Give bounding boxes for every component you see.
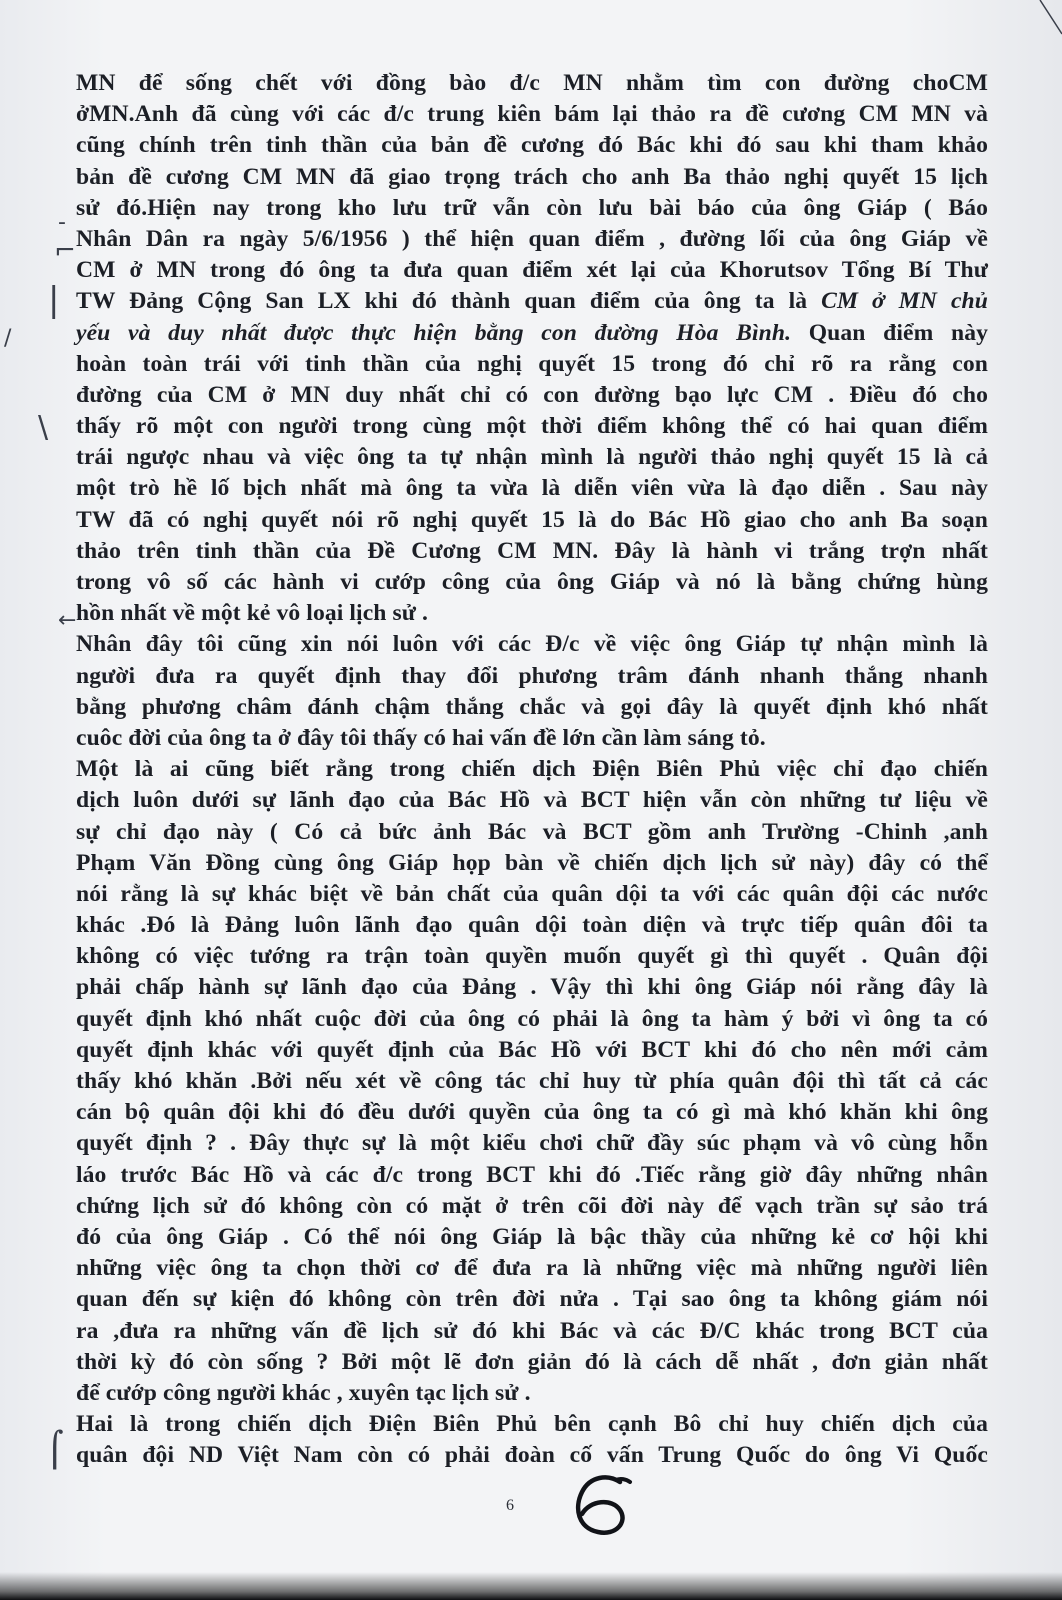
page-number: 6: [506, 1497, 514, 1514]
text-line: trái ngược nhau và việc ông ta tự nhận mình là người thảo nghị quyết 15 là cả: [76, 444, 988, 471]
text-line: khác .Đó là Đảng luôn lãnh đạo quân dội toàn diện và trực tiếp quân đôi ta: [76, 912, 988, 939]
text-line: hồn nhất về một kẻ vô loại lịch sử .: [76, 600, 429, 627]
text-line: trong vô số các hành vi cướp công của ông Giáp và nó là bằng chứng hùng: [76, 569, 988, 595]
text-line: quyết định ? . Đây thực sự là một kiểu chơi chữ đầy súc phạm và vô cùng hỗn: [76, 1130, 988, 1157]
text-line: MN để sống chết với đồng bào đ/c MN nhằm tìm con đường choCM: [76, 70, 988, 96]
text-run: Quan điểm này: [791, 319, 988, 346]
italic-run: yếu và duy nhất được thực hiện bằng con đường Hòa Bình.: [76, 319, 792, 346]
handwritten-page-number: [568, 1470, 638, 1540]
text-line: Nhân Dân ra ngày 5/6/1956 ) thể hiện quan điểm , đường lối của ông Giáp về: [76, 225, 988, 252]
margin-bracket-mark: ⌐: [54, 236, 76, 266]
text-line: người đưa ra quyết định thay đổi phương trâm đánh nhanh thắng nhanh: [76, 662, 988, 689]
text-line: quyết định khác với quyết định của Bác Hồ với BCT khi đó cho nên mới cảm: [76, 1036, 988, 1063]
text-line: bằng phương châm đánh chậm thắng chắc và gọi đây là quyết định khó nhất: [76, 693, 988, 720]
text-line: nói rằng là sự khác biệt về bản chất của quân dội ta với các quân đội các nước: [76, 880, 988, 907]
margin-line: |: [48, 280, 60, 320]
text-line: không có việc tướng ra trận toàn quyền muốn quyết gì thì quyết . Quân đội: [76, 943, 988, 970]
text-line: CM ở MN trong đó ông ta đưa quan điểm xét lại của Khorutsov Tổng Bí Thư: [76, 257, 988, 284]
text-line: TW đã có nghị quyết nói rõ nghị quyết 15 là do Bác Hồ giao cho anh Ba soạn: [76, 506, 988, 533]
text-line: dịch luôn dưới sự lãnh đạo của Bác Hồ và BCT hiện vẫn còn những tư liệu về: [76, 787, 988, 814]
margin-slash: /: [4, 326, 12, 351]
text-line: hoàn toàn trái với tinh thần của nghị quyết 15 trong đó chỉ rõ ra rằng con: [76, 350, 988, 377]
text-line-with-italic: [76, 286, 988, 317]
text-line: bản đề cương CM MN đã giao trọng trách cho anh Ba thảo nghị quyết 15 lịch: [76, 163, 988, 190]
text-line: ra ,đưa ra những vấn đề lịch sử đó khi Bác và các Đ/C khác trong BCT của: [76, 1317, 988, 1344]
corner-mark: [1022, 0, 1062, 40]
text-line: quyết định khó nhất cuộc đời của ông có phải là ông ta hàm ý bởi vì ông ta có: [76, 1005, 988, 1032]
text-line: Phạm Văn Đồng cùng ông Giáp họp bàn về chiến dịch lịch sử này) đây có thể: [76, 849, 988, 876]
text-line: phải chấp hành sự lãnh đạo của Đảng . Vậy thì khi ông Giáp nói rằng đây là: [76, 974, 988, 1001]
text-line: thấy rõ một con người trong cùng một thời điểm không thể có hai quan điểm: [76, 413, 988, 440]
text-line: để cướp công người khác , xuyên tạc lịch sử .: [76, 1379, 531, 1406]
text-line: thời kỳ đó còn sống ? Bởi một lẽ đơn giản đó là cách dễ nhất , đơn giản nhất: [76, 1348, 988, 1375]
text-line: ởMN.Anh đã cùng với các đ/c trung kiên bám lại thảo ra đề cương CM MN và: [76, 101, 988, 128]
text-line: quan đến sự kiện đó không còn trên đời nửa . Tại sao ông ta không giám nói: [76, 1286, 988, 1313]
text-line: những việc ông ta chọn thời cơ để đưa ra là những việc mà những người liên: [76, 1255, 988, 1282]
text-line: thấy khó khăn .Bởi nếu xét về công tác chỉ huy từ phía quân đội thì tất cả các: [76, 1068, 988, 1094]
text-line: sự chỉ đạo này ( Có cả bức ảnh Bác và BCT gồm anh Trường -Chinh ,anh: [76, 818, 988, 845]
margin-bracket: ⌠: [46, 1430, 64, 1470]
text-line-with-italic: [76, 318, 988, 349]
text-line: một trò hề lố bịch nhất mà ông ta vừa là diễn viên vừa là đạo diễn . Sau này: [76, 475, 988, 502]
text-line: cán bộ quân đội khi đó đều dưới quyền của ông ta có gì mà khó khăn khi ông: [76, 1099, 988, 1126]
margin-arrow: ←: [58, 608, 77, 633]
scan-edge-shadow: [0, 1572, 1062, 1600]
text-line: quân đội ND Việt Nam còn có phải đoàn cố vấn Trung Quốc do ông Vi Quốc: [76, 1442, 988, 1469]
italic-run: CM ở MN chủ: [821, 288, 989, 315]
text-line: thảo trên tinh thần của Đề Cương CM MN. Đây là hành vi trắng trợn nhất: [76, 537, 988, 564]
margin-curve: \: [38, 410, 49, 445]
document-body: [76, 68, 988, 1471]
text-line: láo trước Bác Hồ và các đ/c trong BCT khi đó .Tiếc rằng giờ đây những nhân: [76, 1161, 988, 1188]
text-line: sử đó.Hiện nay trong kho lưu trữ vẫn còn lưu bài báo của ông Giáp ( Báo: [76, 194, 988, 221]
text-run: TW Đảng Cộng San LX khi đó thành quan điểm của ông ta là: [76, 288, 822, 315]
text-line: đường của CM ở MN duy nhất chỉ có con đường bạo lực CM . Điều đó cho: [76, 381, 988, 408]
text-line: chứng lịch sử đó không còn có mặt ở trên cõi đời này để vạch trần sự sảo trá: [76, 1192, 988, 1219]
text-line: cũng chính trên tinh thần của bản đề cương đó Bác khi đó sau khi tham khảo: [76, 132, 988, 159]
text-line: Một là ai cũng biết rằng trong chiến dịch Điện Biên Phủ việc chỉ đạo chiến: [76, 756, 988, 783]
text-line: đó của ông Giáp . Có thể nói ông Giáp là bậc thầy của những kẻ cơ hội khi: [76, 1223, 988, 1250]
text-line: cuôc đời của ông ta ở đây tôi thấy có hai vấn đề lớn cần làm sáng tỏ.: [76, 724, 766, 751]
text-line: Hai là trong chiến dịch Điện Biên Phủ bên cạnh Bô chỉ huy chiến dịch của: [76, 1411, 988, 1438]
text-line: Nhân đây tôi cũng xin nói luôn với các Đ/c về việc ông Giáp tự nhận mình là: [76, 631, 988, 658]
margin-tick: -: [58, 210, 66, 235]
